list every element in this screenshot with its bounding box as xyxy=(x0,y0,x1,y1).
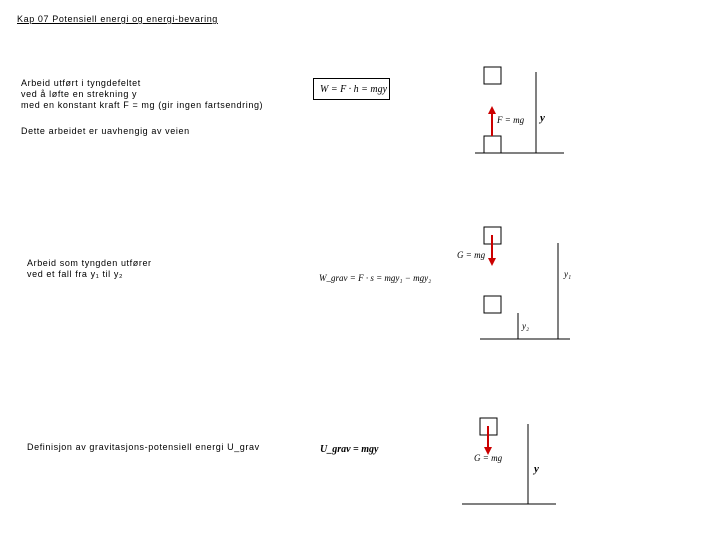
diagram-fall xyxy=(480,227,570,339)
force-label-2: G = mg xyxy=(457,250,486,260)
section1-text: Arbeid utført i tyngdefeltet ved å løfte en strekning y med en konstant kraft F = mg (gir ingen fartsendring) xyxy=(21,78,264,110)
diagram-potential xyxy=(462,418,556,504)
block-bottom xyxy=(484,296,501,313)
y2-label: y₂ xyxy=(522,321,530,331)
section1-note: Dette arbeidet er uavhengig av veien xyxy=(21,126,190,136)
y-label-1: y xyxy=(540,112,545,124)
work-formula: W = F · h = mgy xyxy=(320,84,388,95)
section3-text: Definisjon av gravitasjons-potensiell energi U_grav xyxy=(27,442,260,452)
page-title: Kap 07 Potensiell energi og energi-bevaring xyxy=(17,14,218,24)
force-label-1: F = mg xyxy=(497,115,525,125)
force-label-3: G = mg xyxy=(474,453,503,463)
potential-energy-formula: U_grav = mgy xyxy=(320,444,379,455)
y1-label: y₁ xyxy=(564,269,572,279)
diagram-lift xyxy=(475,67,564,153)
gravity-work-formula: W_grav = F · s = mgy₁ − mgy₂ xyxy=(319,273,432,283)
block-bottom xyxy=(484,136,501,153)
block-top xyxy=(484,67,501,84)
y-label-3: y xyxy=(534,463,539,475)
section2-text: Arbeid som tyngden utfører ved et fall fra y₁ til y₂ xyxy=(27,258,152,279)
